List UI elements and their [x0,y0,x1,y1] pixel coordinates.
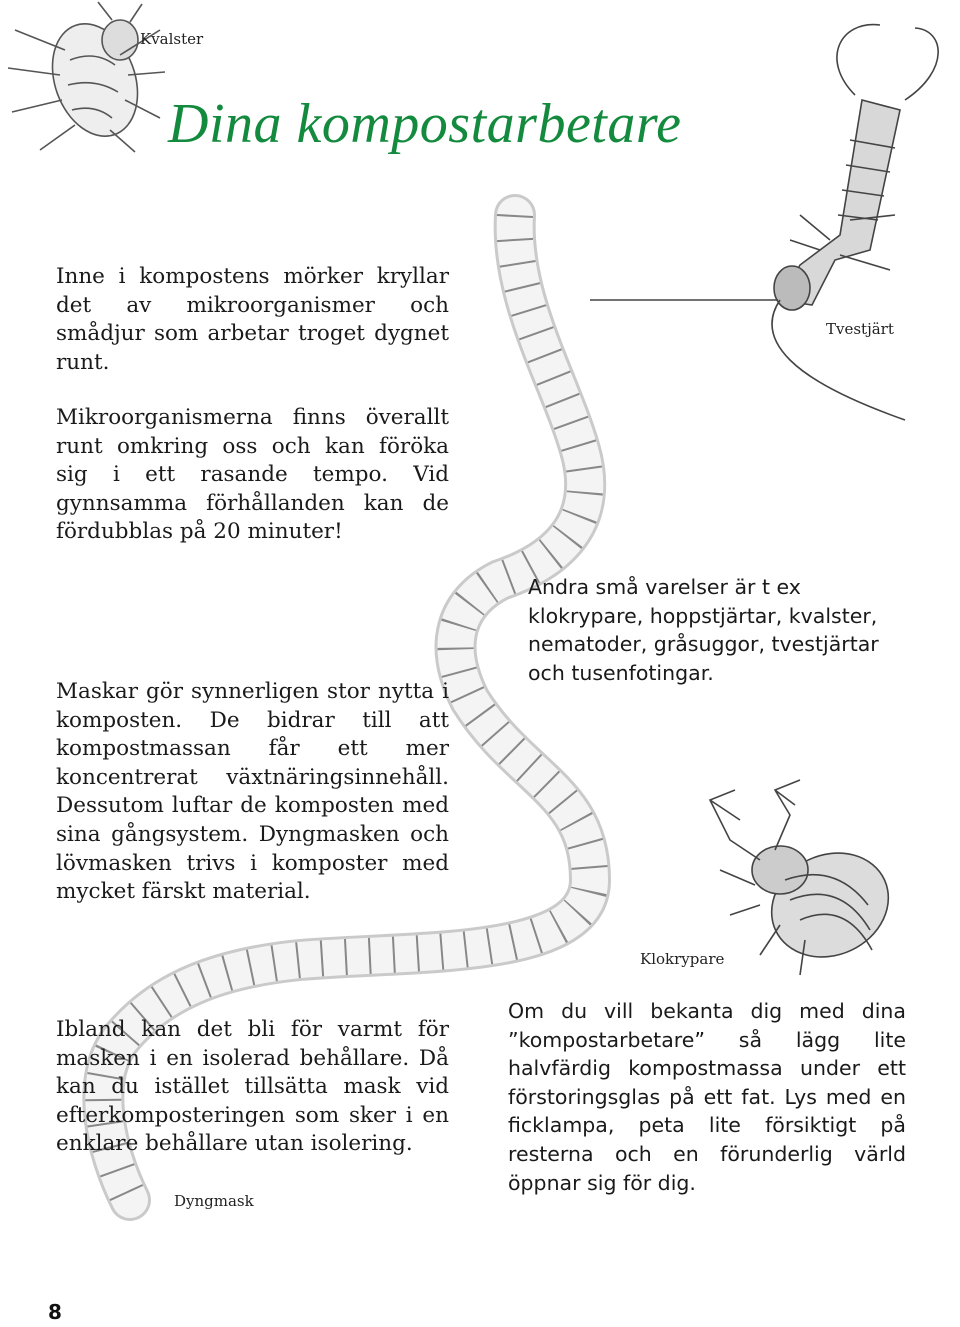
paragraph-mikro: Mikroorganismerna finns överallt runt omkring oss och kan föröka sig i ett rasande tempo. Vid gynnsamma förhållanden kan de fördubblas på 20 minuter! [56,405,449,545]
caption-dyngmask: Dyngmask [174,1192,254,1210]
paragraph-omdu: Om du vill bekanta dig med dina ”kompostarbetare” så lägg lite halvfärdig kompostmassa under ett förstoringsglas på ett fat. Lys med en ficklampa, peta lite försiktigt på resterna och en förunderlig värld öppnar sig för dig. [508,999,906,1195]
caption-klokrypare: Klokrypare [640,950,725,968]
caption-kvalster: Kvalster [140,30,204,48]
page-number: 8 [48,1300,62,1324]
earwig-icon [590,25,938,420]
pseudoscorpion-icon [710,780,906,976]
paragraph-ibland: Ibland kan det bli för varmt för masken i en isolerad behållare. Då kan du istället tillsätta mask vid efterkomposteringen som sker i en enklare behållare utan isolering. [56,1017,449,1157]
paragraph-intro: Inne i kompostens mörker kryllar det av mikroorganismer och smådjur som arbetar troget dygnet runt. [56,264,449,375]
mite-icon [8,2,165,152]
page-title: Dina kompostarbetare [168,93,682,155]
paragraph-andra: Andra små varelser är t ex klokrypare, hoppstjärtar, kvalster, nematoder, gråsuggor, tvestjärtar och tusenfotingar. [528,575,879,685]
paragraph-maskar: Maskar gör synnerligen stor nytta i komposten. De bidrar till att kompostmassan får ett mer koncentrerat växtnäringsinnehåll. Dessutom luftar de komposten med sina gångsystem. Dyngmasken och lövmasken trivs i komposter med mycket färskt material. [56,679,449,905]
caption-tvestjart: Tvestjärt [826,320,894,338]
